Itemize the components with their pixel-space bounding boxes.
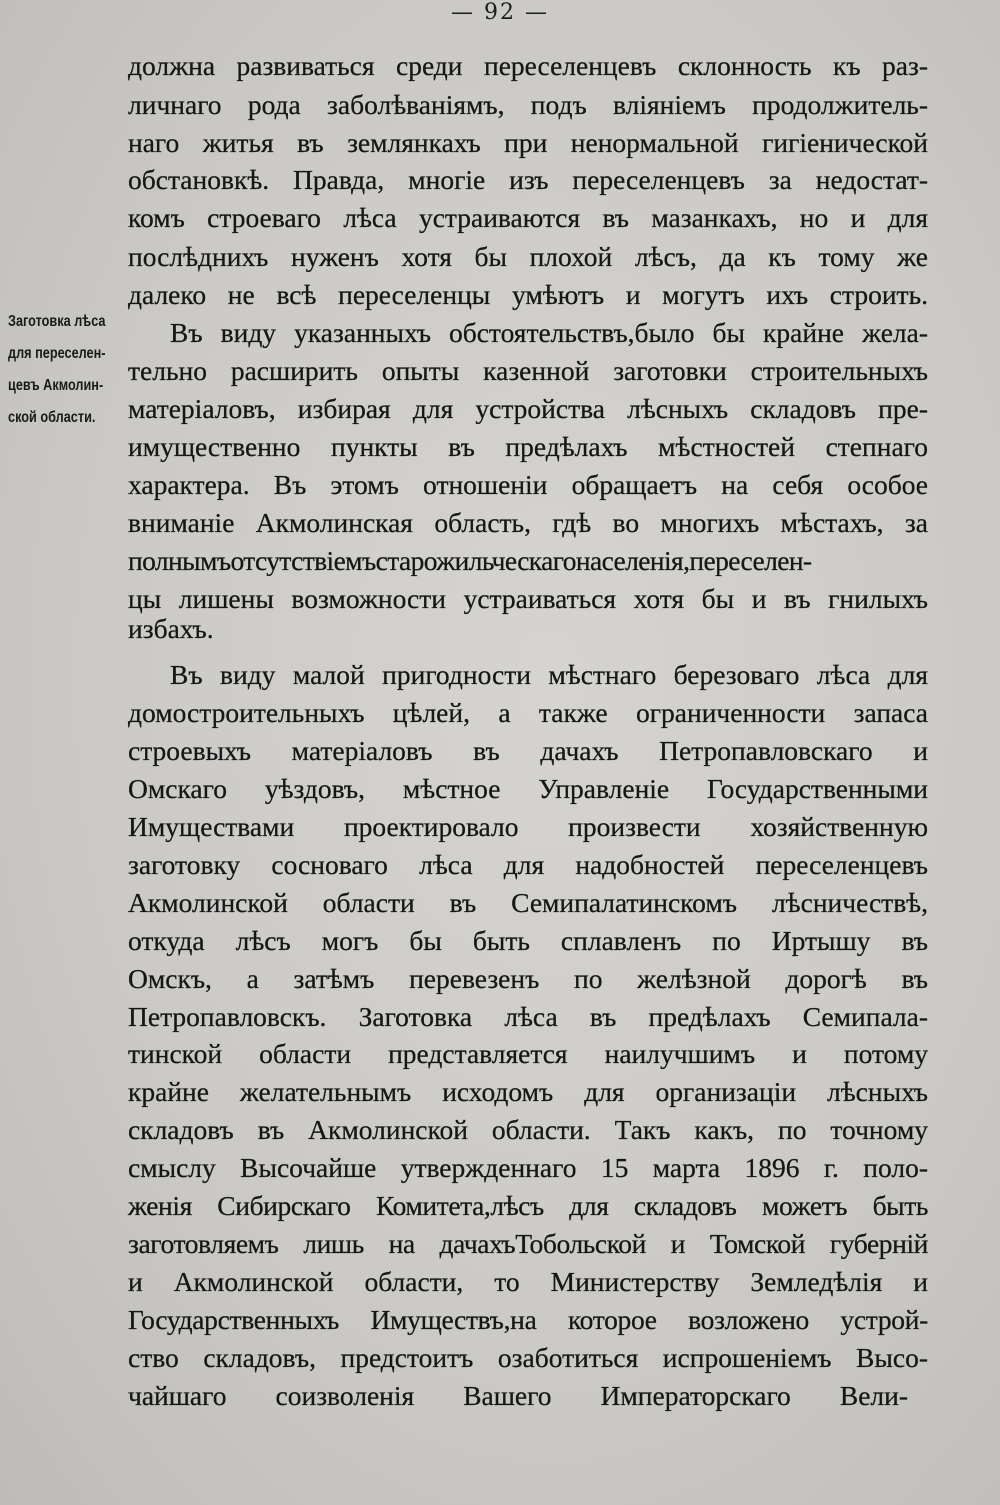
text-line: чайшаго соизволенія Вашего Императорскаго Вели-	[128, 1380, 908, 1411]
text-line: Государственныхъ Имуществъ,на которое возложено устрой-	[128, 1304, 928, 1335]
text-line: наго житья въ землянкахъ при ненормальной гигіенической	[128, 127, 928, 158]
text-line: тинской области представляется наилучшимъ и потому	[128, 1038, 928, 1069]
page-number: — 92 —	[451, 0, 549, 25]
text-line: и Акмолинской области, то Министерству Земледѣлія и	[128, 1266, 928, 1297]
text-line: строевыхъ матеріаловъ въ дачахъ Петропавловскаго и	[128, 735, 928, 766]
text-line: откуда лѣсъ могъ бы быть сплавленъ по Иртышу въ	[128, 925, 928, 956]
text-line: заготовляемъ лишь на дачахъТобольской и Томской губерній	[128, 1228, 928, 1259]
margin-note-line-4: ской области.	[8, 409, 96, 426]
margin-note-line-1: Заготовка лѣса	[8, 313, 106, 330]
text-line: крайне желательнымъ исходомъ для организаціи лѣсныхъ	[128, 1076, 928, 1107]
text-line: послѣднихъ нуженъ хотя бы плохой лѣсъ, да къ тому же	[128, 241, 928, 272]
text-line: Имуществами проектировало произвести хозяйственную	[128, 811, 928, 842]
text-line: Акмолинской области въ Семипалатинскомъ лѣсничествѣ,	[128, 887, 928, 918]
text-line: складовъ въ Акмолинской области. Такъ какъ, по точному	[128, 1114, 928, 1145]
text-line: женія Сибирскаго Комитета,лѣсъ для складовъ можетъ быть	[128, 1190, 928, 1221]
text-line: Въ виду указанныхъ обстоятельствъ,было бы крайне жела-	[170, 317, 928, 348]
text-line: характера. Въ этомъ отношеніи обращаетъ на себя особое	[128, 469, 928, 500]
text-line: имущественно пункты въ предѣлахъ мѣстностей степнаго	[128, 431, 928, 462]
text-line: личнаго рода заболѣваніямъ, подъ вліяніемъ продолжитель-	[128, 89, 928, 120]
text-line: смыслу Высочайше утвержденнаго 15 марта 1896 г. поло-	[128, 1152, 928, 1183]
text-line: ство складовъ, предстоитъ озаботиться испрошеніемъ Высо-	[128, 1342, 928, 1373]
text-line: заготовку сосноваго лѣса для надобностей переселенцевъ	[128, 849, 928, 880]
text-line: тельно расширить опыты казенной заготовки строительныхъ	[128, 355, 928, 386]
text-line: комъ строеваго лѣса устраиваются въ мазанкахъ, но и для	[128, 202, 928, 233]
text-line: цы лишены возможности устраиваться хотя бы и въ гнилыхъ	[128, 583, 928, 614]
text-line: вниманіе Акмолинская область, гдѣ во многихъ мѣстахъ, за	[128, 507, 928, 538]
text-line: домостроительныхъ цѣлей, а также ограниченности запаса	[128, 697, 928, 728]
text-line: Петропавловскъ. Заготовка лѣса въ предѣлахъ Семипала-	[128, 1001, 928, 1032]
text-line: Омскъ, а затѣмъ перевезенъ по желѣзной дорогѣ въ	[128, 963, 928, 994]
text-line: должна развиваться среди переселенцевъ склонность къ раз-	[128, 50, 928, 81]
text-line: матеріаловъ, избирая для устройства лѣсныхъ складовъ пре-	[128, 393, 928, 424]
text-line: полнымъотсутствіемъстарожильческагонаселенія,переселен-	[128, 545, 812, 576]
text-line: избахъ.	[128, 613, 214, 644]
margin-note-line-3: цевъ Акмолин-	[8, 377, 104, 394]
text-line: обстановкѣ. Правда, многіе изъ переселенцевъ за недостат-	[128, 164, 928, 195]
text-line: Въ виду малой пригодности мѣстнаго березоваго лѣса для	[170, 659, 928, 690]
margin-note-line-2: для переселен-	[8, 345, 106, 362]
text-line: Омскаго уѣздовъ, мѣстное Управленіе Государственными	[128, 773, 928, 804]
text-line: далеко не всѣ переселенцы умѣютъ и могутъ ихъ строить.	[128, 279, 928, 310]
